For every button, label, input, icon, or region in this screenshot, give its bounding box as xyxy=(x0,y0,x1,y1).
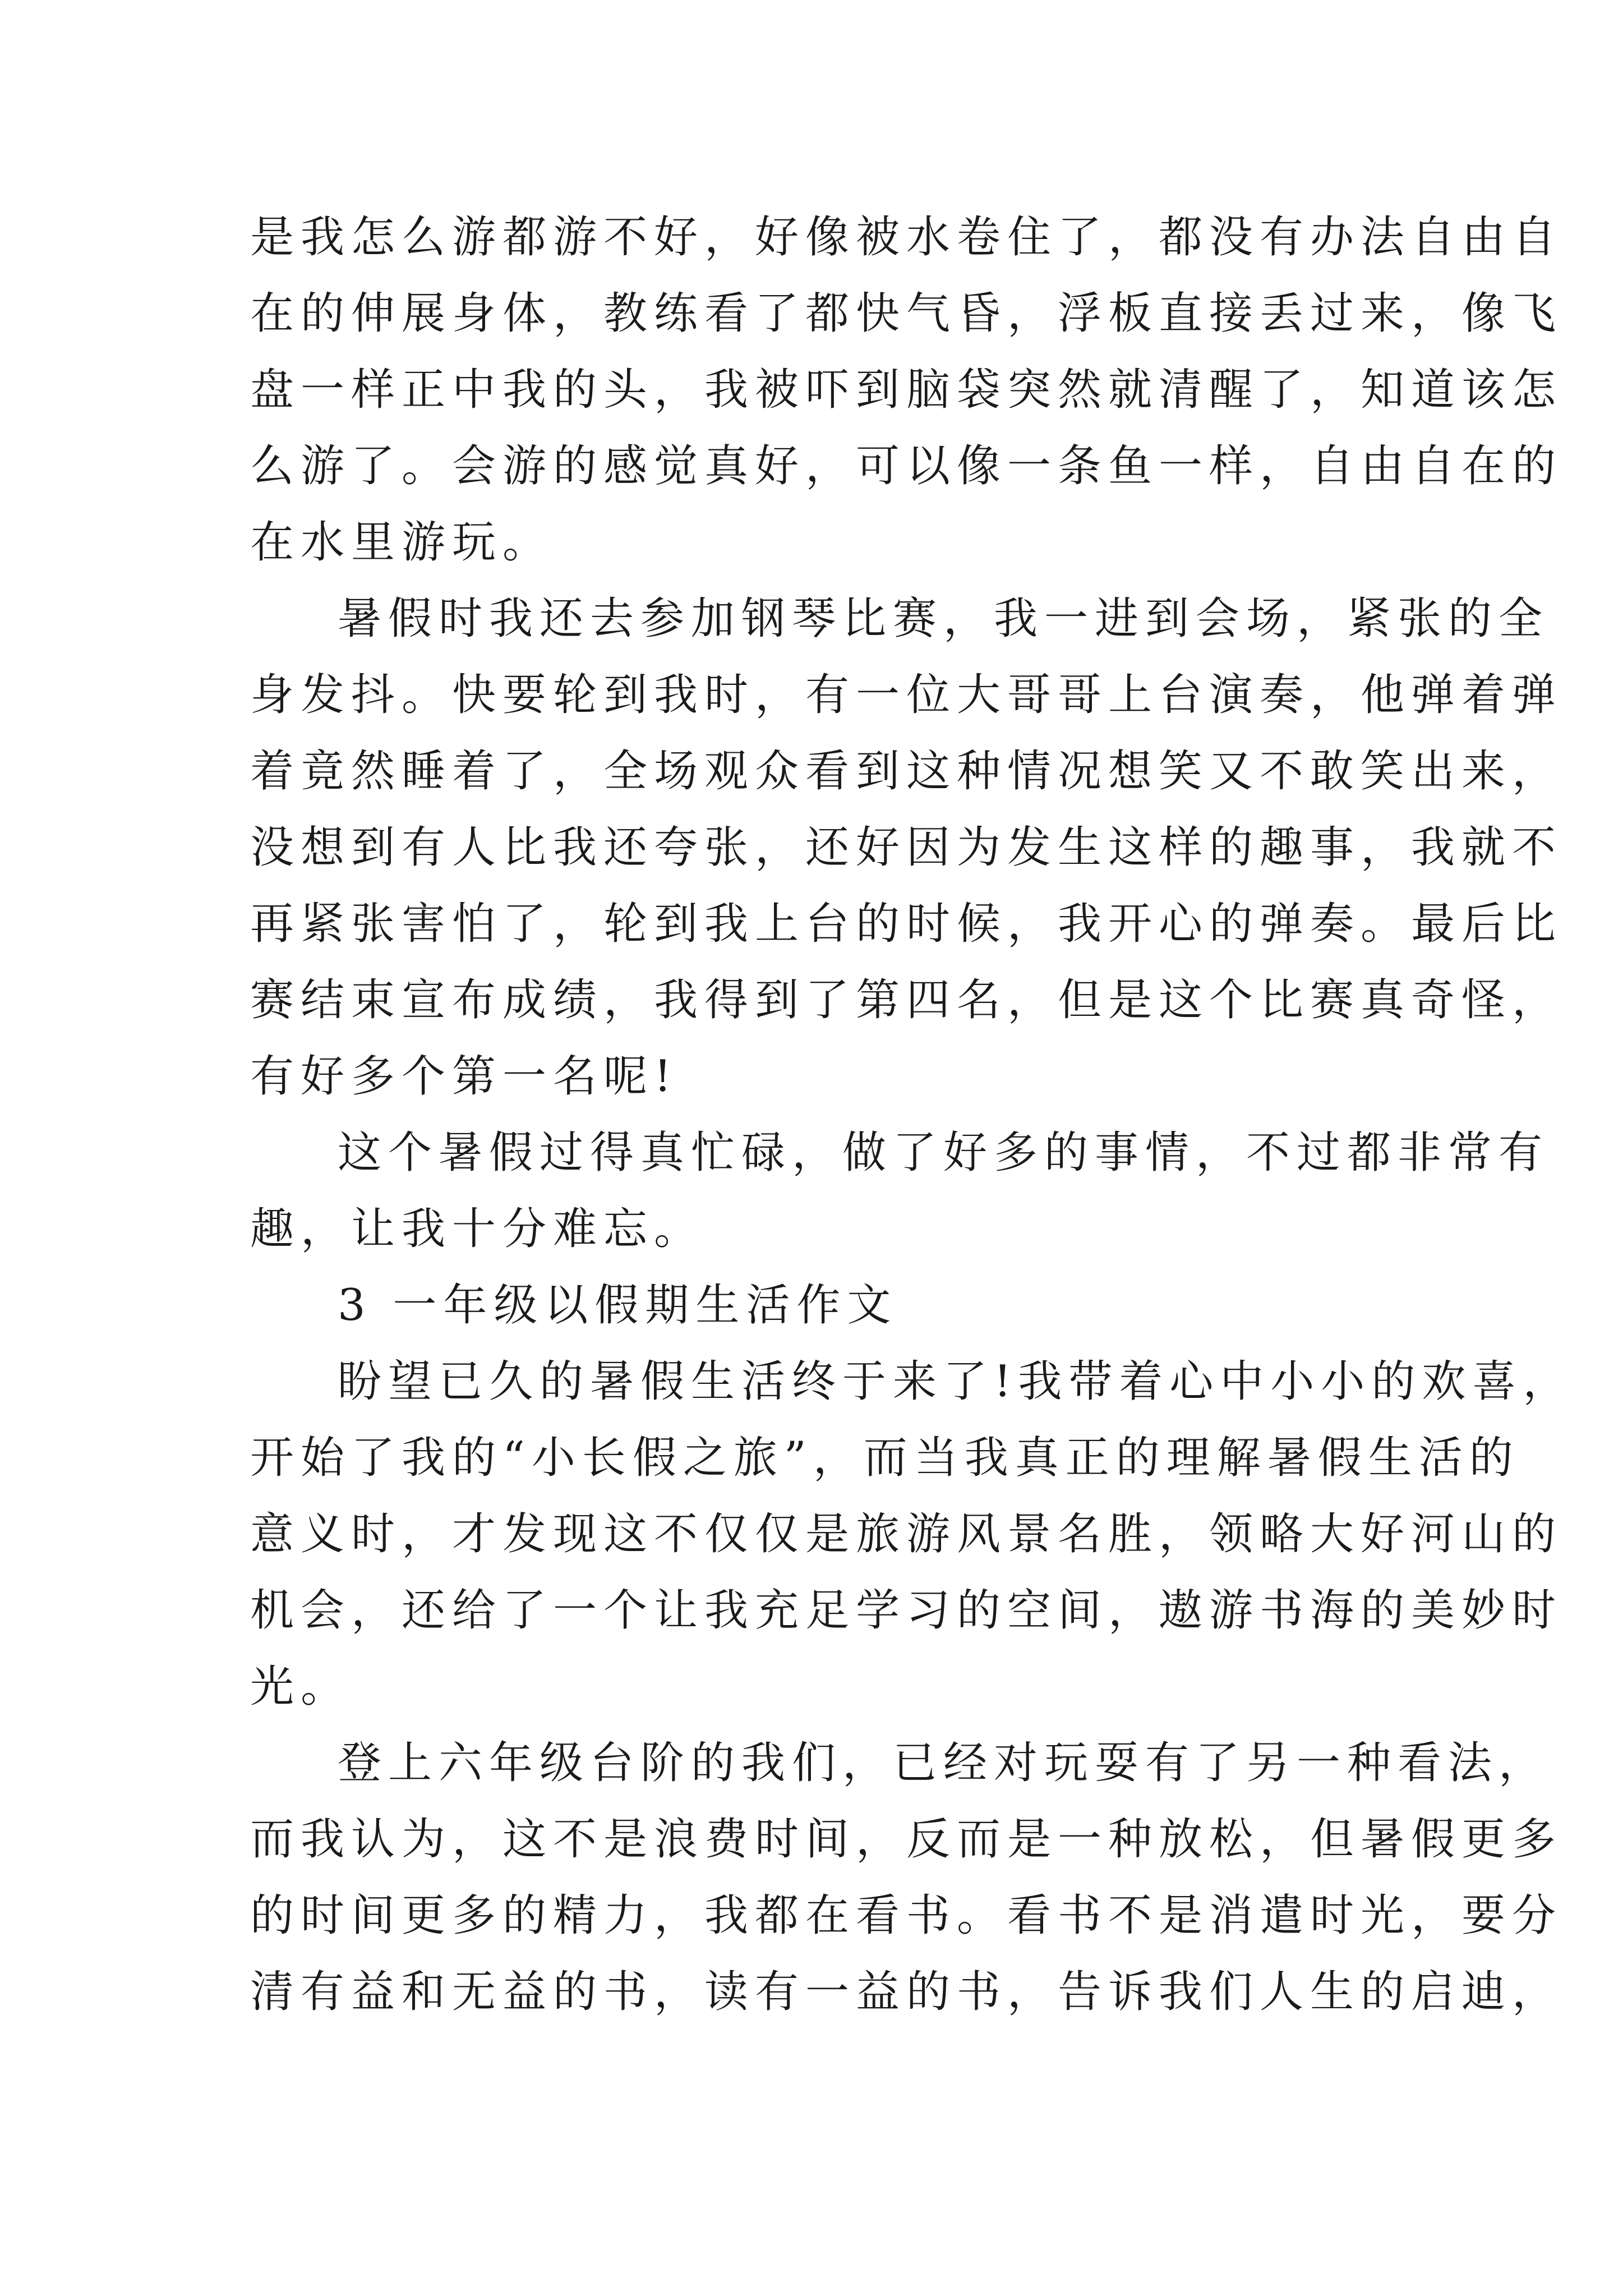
text-line: 3 一年级以假期生活作文 xyxy=(338,1280,898,1331)
text-line: 盼望已久的暑假生活终于来了!我带着心中小小的欢喜， xyxy=(338,1356,1574,1407)
body-text xyxy=(250,199,1574,2030)
text-line: 趣，让我十分难忘。 xyxy=(250,1204,705,1254)
text-line: 在的伸展身体，教练看了都快气昏，浮板直接丢过来，像飞 xyxy=(250,288,1563,339)
text-line: 着竟然睡着了，全场观众看到这种情况想笑又不敢笑出来， xyxy=(250,746,1563,797)
text-line: 开始了我的“小长假之旅”，而当我真正的理解暑假生活的 xyxy=(250,1433,1520,1483)
text-line: 再紧张害怕了，轮到我上台的时候，我开心的弹奏。最后比 xyxy=(250,899,1563,949)
text-line: 么游了。会游的感觉真好，可以像一条鱼一样，自由自在的 xyxy=(250,441,1563,491)
text-line: 机会，还给了一个让我充足学习的空间，遨游书海的美妙时 xyxy=(250,1585,1563,1636)
text-line: 而我认为，这不是浪费时间，反而是一种放松，但暑假更多 xyxy=(250,1814,1563,1865)
text-line: 是我怎么游都游不好，好像被水卷住了，都没有办法自由自 xyxy=(250,212,1563,263)
text-line: 这个暑假过得真忙碌，做了好多的事情，不过都非常有 xyxy=(338,1128,1550,1178)
text-line: 赛结束宣布成绩，我得到了第四名，但是这个比赛真奇怪， xyxy=(250,975,1563,1025)
text-line: 盘一样正中我的头，我被吓到脑袋突然就清醒了，知道该怎 xyxy=(250,365,1563,415)
text-line: 的时间更多的精力，我都在看书。看书不是消遣时光，要分 xyxy=(250,1890,1563,1941)
text-line: 清有益和无益的书，读有一益的书，告诉我们人生的启迪， xyxy=(250,1967,1563,2017)
text-line: 登上六年级台阶的我们，已经对玩耍有了另一种看法， xyxy=(338,1738,1550,1788)
text-line: 暑假时我还去参加钢琴比赛，我一进到会场，紧张的全 xyxy=(338,593,1550,644)
text-line: 意义时，才发现这不仅仅是旅游风景名胜，领略大好河山的 xyxy=(250,1509,1563,1559)
text-line: 光。 xyxy=(250,1662,352,1712)
text-line: 在水里游玩。 xyxy=(250,517,554,568)
text-line: 有好多个第一名呢! xyxy=(250,1051,679,1102)
text-line: 没想到有人比我还夸张，还好因为发生这样的趣事，我就不 xyxy=(250,822,1563,873)
text-line: 身发抖。快要轮到我时，有一位大哥哥上台演奏，他弹着弹 xyxy=(250,670,1563,720)
